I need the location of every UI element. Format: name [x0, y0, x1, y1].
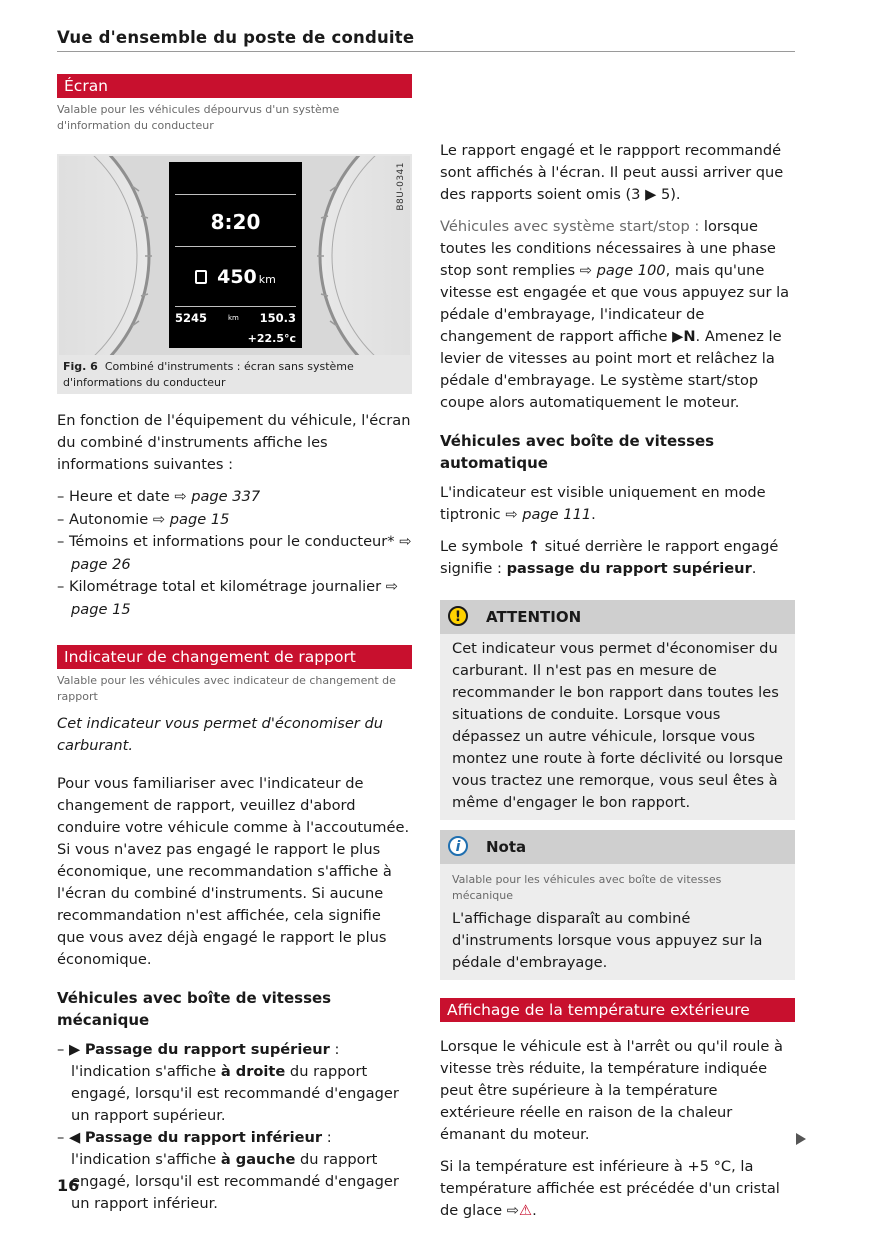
ecran-validity: Valable pour les véhicules dépourvus d'un système d'information du conducteur: [57, 103, 340, 132]
attention-title: ATTENTION: [486, 608, 582, 626]
fuel-pump-icon: [195, 270, 207, 284]
list-item-downshift: – ◀ Passage du rapport inférieur : l'indication s'affiche à gauche du rapport engagé, lorsqu'il est recommandé d'engager un rapport inférieur.: [57, 1129, 399, 1212]
page-link[interactable]: ⇨ page 15: [71, 578, 398, 618]
display-range: [169, 266, 302, 288]
display-range-value: 450: [217, 266, 257, 288]
title-divider: [57, 51, 795, 52]
gear-recommendation-list: [57, 1039, 412, 1215]
cluster-display: [169, 162, 302, 348]
cross-reference-link[interactable]: ⇨: [506, 1202, 520, 1219]
downshift-arrow-icon: ◀: [68, 1129, 81, 1146]
info-icon: i: [448, 836, 468, 856]
nota-validity: Valable pour les véhicules avec boîte de vitesses mécanique: [452, 873, 722, 902]
shift-paragraph: Pour vous familiariser avec l'indicateur de changement de rapport, veuillez d'abord conduire votre véhicule comme à l'accoutumée. Si vous n'avez pas engagé le rapport le plus économique, une recommandation s'affiche à l'écran du combiné d'instruments. Si aucune recommandation n'est affichée, cela signifie que vous avez déjà engagé le rapport le plus économique.: [57, 775, 410, 968]
shift-validity: Valable pour les véhicules avec indicateur de changement de rapport: [57, 674, 396, 703]
page-link[interactable]: ⇨ page 26: [71, 533, 412, 573]
figure-caption-text: Combiné d'instruments : écran sans système d'informations du conducteur: [63, 360, 354, 389]
nota-header: [440, 830, 795, 864]
section-heading-shift-indicator: Indicateur de changement de rapport: [57, 645, 412, 669]
nota-title: Nota: [486, 838, 527, 856]
display-rule-bottom: [175, 306, 296, 307]
up-arrow-icon: ↑: [527, 538, 541, 555]
page-link[interactable]: ⇨ page 100: [579, 262, 666, 279]
manual-gearbox-heading: Véhicules avec boîte de vitesses mécanique: [57, 989, 332, 1029]
ecran-intro: En fonction de l'équipement du véhicule, l'écran du combiné d'instruments affiche les informations suivantes :: [57, 412, 411, 473]
figure-label: Fig. 6: [63, 360, 98, 373]
temperature-ice-paragraph: Si la température est inférieure à +5 °C, la température affichée est précédée d'un cristal de glace ⇨⚠.: [440, 1158, 780, 1219]
display-range-unit: km: [258, 273, 276, 286]
page-link[interactable]: ⇨ page 15: [152, 510, 230, 528]
temperature-paragraph: Lorsque le véhicule est à l'arrêt ou qu'il roule à vitesse très réduite, la température indiquée peut être supérieure à la température extérieure réelle en raison de la chaleur émanant du moteur.: [440, 1038, 783, 1143]
automatic-gearbox-heading: Véhicules avec boîte de vitesses automatique: [440, 432, 715, 472]
shift-display-paragraph: Le rapport engagé et le rappport recommandé sont affichés à l'écran. Il peut aussi arriver que des rapports soient omis (3 ▶ 5).: [440, 142, 784, 203]
display-rule-middle: [175, 246, 296, 247]
nota-text: L'affichage disparaît au combiné d'instruments lorsque vous appuyez sur la pédale d'embrayage.: [452, 910, 763, 971]
attention-box: [440, 600, 795, 820]
list-item-upshift: – ▶ Passage du rapport supérieur : l'indication s'affiche à droite du rapport engagé, lorsqu'il est recommandé d'engager un rapport supérieur.: [57, 1041, 399, 1124]
page-link[interactable]: ⇨ page 111: [505, 506, 592, 523]
attention-header: [440, 600, 795, 634]
right-column: [440, 72, 795, 1222]
display-temperature: +22.5°c: [247, 332, 296, 345]
display-trip: 150.3: [259, 311, 296, 325]
figure-6: [57, 154, 412, 394]
upshift-arrow-icon: ▶: [68, 1041, 81, 1058]
page-number: 16: [57, 1176, 80, 1195]
ecran-info-list: [57, 486, 412, 621]
startstop-paragraph: Véhicules avec système start/stop : lorsque toutes les conditions nécessaires à une phase stop sont remplies ⇨ page 100, mais qu'une vitesse est engagée et que vous appuyez sur la pédale d'embrayage, l'indicateur de changement de rapport affiche ▶N. Amenez le levier de vitesses au point mort et relâchez la pédale d'embrayage. Le système start/stop coupe alors automatiquement le moteur.: [440, 218, 790, 411]
upshift-symbol-paragraph: Le symbole ↑ situé derrière le rapport engagé signifie : passage du rapport supérieur.: [440, 538, 779, 577]
list-item: – Heure et date ⇨ page 337: [57, 488, 261, 505]
display-odometer-unit: km: [228, 314, 239, 322]
list-item: – Autonomie ⇨ page 15: [57, 510, 230, 528]
section-heading-temperature: Affichage de la température extérieure: [440, 998, 795, 1022]
automatic-paragraph: L'indicateur est visible uniquement en mode tiptronic ⇨ page 111.: [440, 484, 766, 523]
instrument-cluster-image: [59, 156, 410, 355]
list-item: – Kilométrage total et kilométrage journalier ⇨ page 15: [57, 578, 398, 618]
nota-box: [440, 830, 795, 980]
page-title: Vue d'ensemble du poste de conduite: [57, 28, 415, 47]
section-heading-ecran: Écran: [57, 74, 412, 98]
figure-caption: [63, 359, 403, 391]
attention-text: Cet indicateur vous permet d'économiser du carburant. Il n'est pas en mesure de recommander le bon rapport dans toutes les situations de conduite. Lorsque vous dépassez un autre véhicule, lorsque vous montez une route à forte déclivité ou lorsque vous tractez une remorque, vous seul êtes à même d'engager le bon rapport.: [452, 640, 783, 811]
display-rule-top: [175, 194, 296, 195]
left-column: [57, 74, 412, 1215]
warning-triangle-icon: ⚠: [519, 1202, 533, 1219]
display-odometer: 5245: [175, 311, 208, 325]
list-item: – Témoins et informations pour le conducteur* ⇨ page 26: [57, 533, 412, 573]
warning-icon: !: [448, 606, 468, 626]
continue-arrow-icon: [796, 1133, 806, 1145]
figure-image-id: B8U-0341: [396, 162, 406, 211]
shift-lead: Cet indicateur vous permet d'économiser du carburant.: [57, 715, 383, 754]
page-link[interactable]: ⇨ page 337: [174, 488, 261, 505]
display-time: 8:20: [210, 210, 261, 234]
